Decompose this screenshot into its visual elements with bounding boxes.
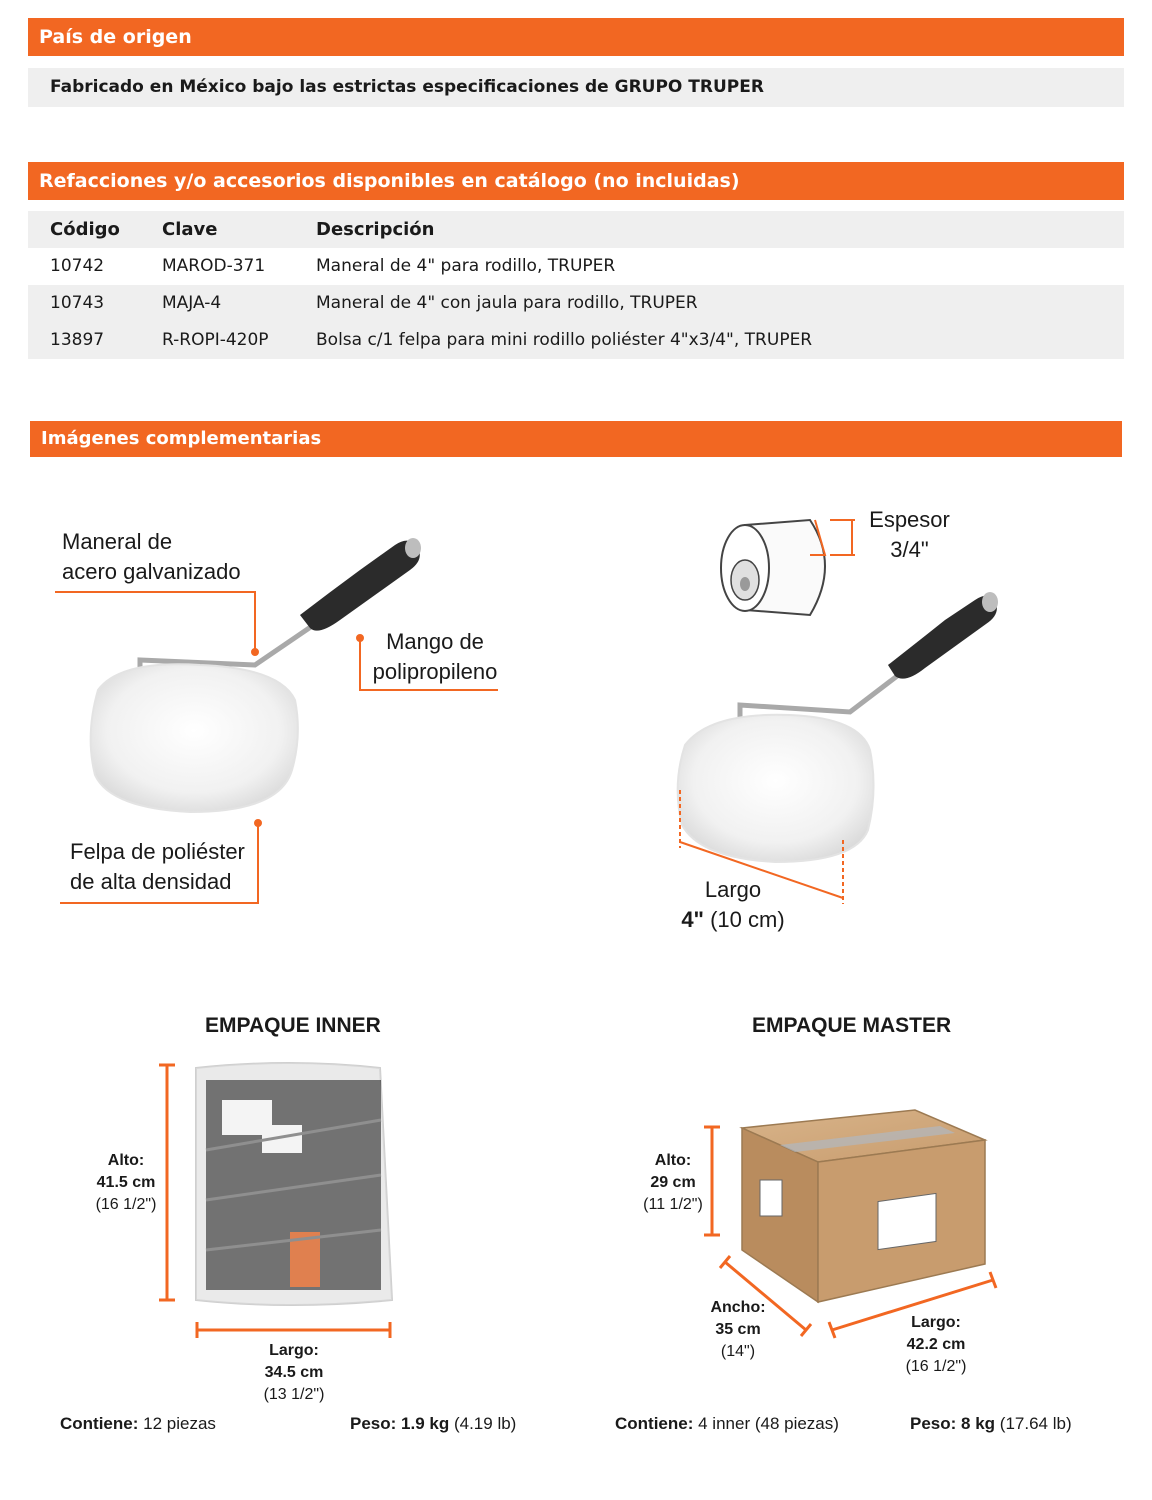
inner-alto-cm: 41.5 cm: [96, 1174, 156, 1191]
row-codigo: 10743: [50, 293, 105, 313]
row-descripcion: Bolsa c/1 felpa para mini rodillo poliéster 4"x3/4", TRUPER: [316, 330, 813, 350]
callout-length-value: 4": [681, 907, 704, 932]
master-peso-value: 8 kg: [961, 1414, 996, 1433]
callout-nap-line1: Felpa de poliéster: [70, 839, 245, 864]
inner-title: EMPAQUE INNER: [205, 1014, 381, 1037]
master-alto-label: Alto:: [654, 1152, 692, 1169]
callout-grip: [372, 627, 498, 687]
inner-alto-in: (16 1/2"): [95, 1196, 157, 1213]
inner-largo-label: Largo:: [269, 1342, 319, 1359]
header-clave: Clave: [162, 219, 218, 240]
master-alto-in: (11 1/2"): [643, 1196, 703, 1213]
master-alto-cm: 29 cm: [650, 1174, 696, 1191]
origin-title: País de origen: [39, 26, 192, 48]
row-descripcion: Maneral de 4" con jaula para rodillo, TRUPER: [316, 293, 698, 313]
callout-length-values: [668, 905, 798, 935]
row-clave: MAJA-4: [162, 293, 222, 313]
header-descripcion: Descripción: [316, 219, 435, 240]
inner-weight: [350, 1414, 516, 1434]
inner-peso-lb: (4.19 lb): [453, 1414, 517, 1433]
callout-handle-rod: [62, 527, 241, 587]
master-contiene-value: 4 inner (48 piezas): [698, 1414, 839, 1433]
callout-thickness: [862, 505, 957, 565]
callout-length-metric: (10 cm): [710, 907, 785, 932]
master-ancho-cm: 35 cm: [715, 1321, 761, 1338]
master-largo-cm: 42.2 cm: [906, 1336, 966, 1353]
grip-icon: [300, 541, 420, 631]
inner-peso-label: Peso:: [350, 1414, 397, 1433]
header-codigo: Código: [50, 219, 120, 240]
roller-frame: [740, 670, 905, 720]
callout-nap: [70, 837, 245, 897]
row-clave: MAROD-371: [162, 256, 266, 276]
callout-length-label: Largo: [704, 877, 762, 902]
master-peso-label: Peso:: [910, 1414, 957, 1433]
callout-thickness-value: 3/4": [890, 537, 929, 562]
master-title: EMPAQUE MASTER: [752, 1014, 952, 1037]
master-peso-lb: (17.64 lb): [999, 1414, 1072, 1433]
master-ancho: [690, 1297, 786, 1363]
callout-thickness-label: Espesor: [869, 507, 950, 532]
inner-contents: [60, 1414, 216, 1434]
callout-grip-line2: polipropileno: [372, 659, 498, 684]
master-ancho-in: (14"): [720, 1343, 756, 1360]
origin-text: Fabricado en México bajo las estrictas especificaciones de GRUPO TRUPER: [50, 77, 764, 97]
nap-icon: [678, 715, 874, 862]
master-largo-in: (16 1/2"): [905, 1358, 967, 1375]
roller-right: [678, 592, 998, 904]
grip-icon: [888, 596, 997, 679]
callout-length: [668, 875, 798, 935]
inner-contiene-value: 12 piezas: [143, 1414, 216, 1433]
master-box: [742, 1110, 985, 1302]
inner-bag: [196, 1063, 392, 1305]
accessories-title: Refacciones y/o accesorios disponibles en catálogo (no incluidas): [39, 170, 740, 192]
row-descripcion: Maneral de 4" para rodillo, TRUPER: [316, 256, 616, 276]
row-clave: R-ROPI-420P: [162, 330, 269, 350]
inner-alto-label: Alto:: [107, 1152, 145, 1169]
callout-grip-line1: Mango de: [386, 629, 484, 654]
master-largo: [890, 1312, 982, 1378]
row-codigo: 13897: [50, 330, 105, 350]
master-alto: [628, 1150, 718, 1216]
master-weight: [910, 1414, 1072, 1434]
callout-nap-line2: de alta densidad: [70, 869, 232, 894]
inner-largo: [248, 1340, 340, 1406]
master-largo-label: Largo:: [911, 1314, 961, 1331]
inner-largo-cm: 34.5 cm: [264, 1364, 324, 1381]
nap-icon: [91, 664, 298, 812]
master-ancho-label: Ancho:: [710, 1299, 766, 1316]
master-contiene-label: Contiene:: [615, 1414, 694, 1433]
row-codigo: 10742: [50, 256, 105, 276]
nap-thickness-diagram: [721, 520, 855, 615]
inner-peso-value: 1.9 kg: [401, 1414, 450, 1433]
callout-handle-rod-line2: acero galvanizado: [62, 559, 241, 584]
callout-handle-rod-line1: Maneral de: [62, 529, 173, 554]
master-contents: [615, 1414, 839, 1434]
inner-contiene-label: Contiene:: [60, 1414, 139, 1433]
inner-alto: [80, 1150, 172, 1216]
images-title: Imágenes complementarias: [41, 428, 322, 449]
inner-largo-in: (13 1/2"): [263, 1386, 325, 1403]
